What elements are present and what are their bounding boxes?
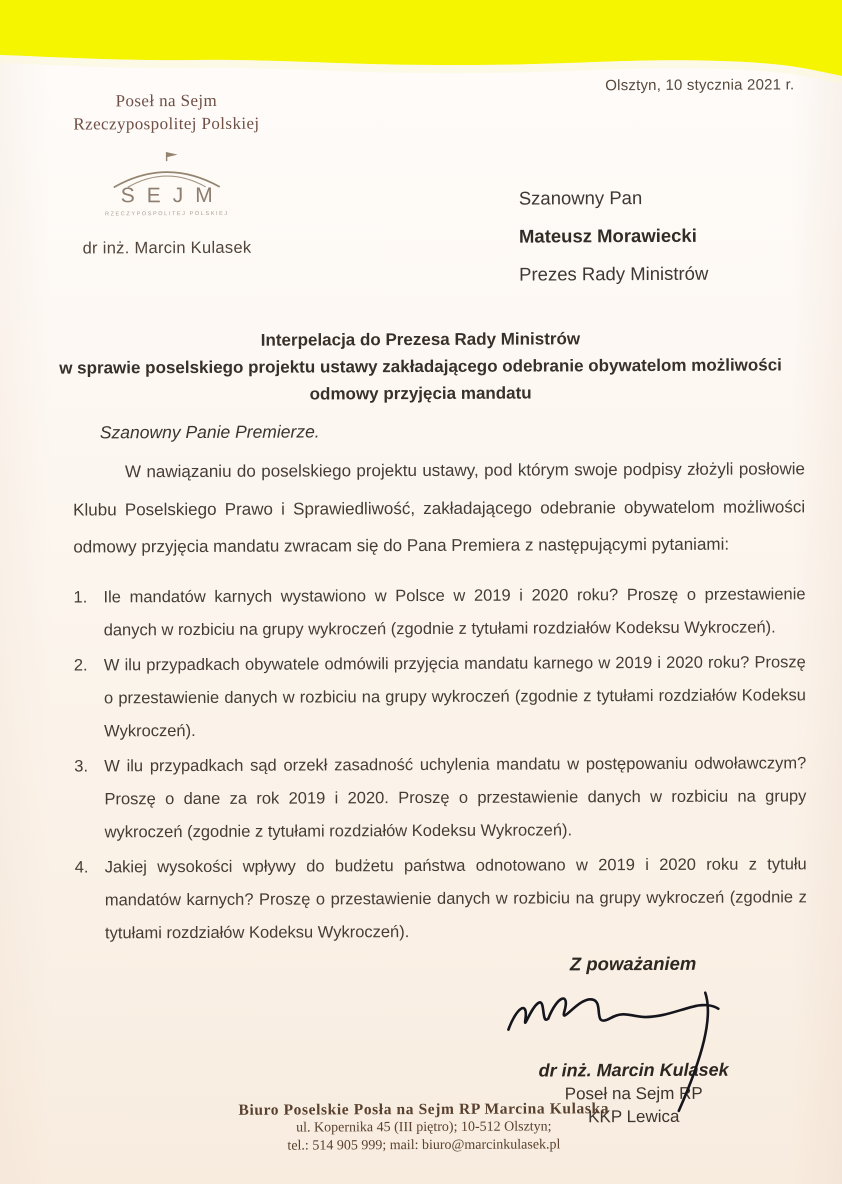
question-text: W ilu przypadkach obywatele odmówili przyjęcia mandatu karnego w 2019 i 2020 roku? Proszę o przestawienie danych w rozbiciu na grupy wykroczeń (zgodnie z tytułami rozdziałów Kodeksu Wykroczeń). <box>103 652 807 740</box>
handwritten-signature <box>502 973 742 1044</box>
footer-contact: tel.: 514 905 999; mail: biuro@marcinkulasek.pl <box>287 1136 561 1154</box>
letter-body <box>73 450 807 950</box>
question-number: 1. <box>73 587 88 607</box>
question-number: 2. <box>73 655 88 675</box>
subject-line2: w sprawie poselskiego projektu ustawy zakładającego odebranie obywatelom możliwości odmowy przyjęcia mandatu <box>59 355 782 404</box>
sejm-logo-word: SEJM <box>120 183 225 208</box>
subject-line1: Interpelacja do Prezesa Rady Ministrów <box>260 329 581 350</box>
question-item-4 <box>75 848 807 950</box>
signer-title-2: KKP Lewica <box>588 1106 680 1127</box>
footer-address: ul. Kopernika 45 (III piętro); 10-512 Olsztyn; <box>296 1119 552 1136</box>
recipient-salutation: Szanowny Pan <box>518 187 643 209</box>
signer-title-1: Poseł na Sejm RP <box>564 1083 703 1104</box>
question-item-3 <box>74 747 806 849</box>
footer-office-name: Biuro Poselskie Posła na Sejm RP Marcina Kulaska <box>238 1100 610 1119</box>
question-number: 3. <box>74 756 89 776</box>
sender-name: dr inż. Marcin Kulasek <box>82 238 252 258</box>
recipient-block <box>519 179 709 294</box>
closing-phrase: Z poważaniem <box>569 952 697 975</box>
question-text: Jakiej wysokości wpływy do budżetu państwa odnotowano w 2019 i 2020 roku z tytułu mandatów karnych? Proszę o przestawienie danych w rozbiciu na grupy wykroczeń (zgodnie z tytułami rozdziałów Kodeksu Wykroczeń). <box>104 854 807 942</box>
greeting: Szanowny Panie Premierze. <box>99 421 320 443</box>
letterhead-line2: Rzeczypospolitej Polskiej <box>73 113 260 134</box>
sejm-logo <box>43 149 291 218</box>
subject-block <box>25 324 815 408</box>
sejm-logo-caption: RZECZYPOSPOLITEJ POLSKIEJ <box>104 210 229 218</box>
intro-paragraph: W nawiązaniu do poselskiego projektu ustawy, pod którym swoje podpisy złożyli posłowie Klubu Poselskiego Prawo i Sprawiedliwość, zakładającego odebranie obywatelom możliwości odmowy przyjęcia mandatu zwracam się do Pana Premiera z następującymi pytaniami: <box>73 459 806 557</box>
recipient-title: Prezes Rady Ministrów <box>519 262 709 285</box>
recipient-name: Mateusz Morawiecki <box>518 224 697 247</box>
questions-list <box>73 578 807 950</box>
letterhead-line1: Poseł na Sejm <box>115 90 218 111</box>
office-footer <box>3 1098 842 1156</box>
letterhead <box>42 89 291 259</box>
date-line: Olsztyn, 10 stycznia 2021 r. <box>605 76 795 95</box>
question-item-1 <box>73 578 805 647</box>
question-number: 4. <box>74 857 89 877</box>
question-text: Ile mandatów karnych wystawiono w Polsce w 2019 i 2020 roku? Proszę o przestawienie danych w rozbiciu na grupy wykroczeń (zgodnie z tytułami rozdziałów Kodeksu Wykroczeń). <box>103 584 806 639</box>
question-text: W ilu przypadkach sąd orzekł zasadność uchylenia mandatu w postępowaniu odwoławczym? Proszę o dane za rok 2019 i 2020. Proszę o przestawienie danych w rozbiciu na grupy wykroczeń (zgodnie z tytułami rozdziałów Kodeksu Wykroczeń). <box>104 753 807 841</box>
signer-name: dr inż. Marcin Kulasek <box>538 1059 729 1081</box>
question-item-2 <box>74 646 806 748</box>
